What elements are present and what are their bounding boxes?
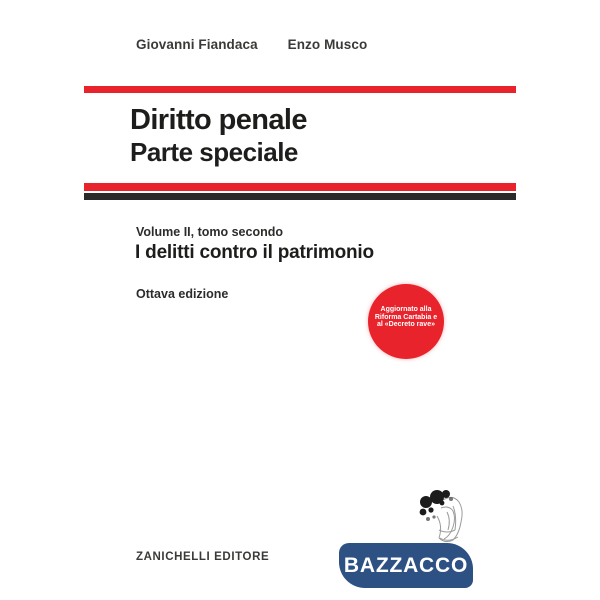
authors-line xyxy=(136,37,367,52)
sticker-line-1: Aggiornato alla xyxy=(380,306,432,314)
sticker-line-2: Riforma Cartabia e xyxy=(374,313,438,321)
publisher-imprint: ZANICHELLI EDITORE xyxy=(136,551,270,563)
middle-red-rule xyxy=(84,183,516,191)
top-red-rule xyxy=(84,86,516,93)
update-sticker-badge xyxy=(368,284,444,359)
title-block xyxy=(130,103,307,167)
edition-label: Ottava edizione xyxy=(136,287,229,301)
title-line-1: Diritto penale xyxy=(130,104,307,136)
title-line-2: Parte speciale xyxy=(130,137,298,167)
watermark-label: BAZZACCO xyxy=(343,553,469,577)
author-name-1: Giovanni Fiandaca xyxy=(136,37,258,52)
zanichelli-artist-emblem-icon xyxy=(413,486,471,546)
middle-black-rule xyxy=(84,193,516,200)
subtitle: I delitti contro il patrimonio xyxy=(135,242,374,263)
sticker-line-3: al «Decreto rave» xyxy=(377,321,435,329)
volume-label: Volume II, tomo secondo xyxy=(136,225,284,239)
author-name-2: Enzo Musco xyxy=(287,37,368,52)
watermark-badge xyxy=(339,543,473,588)
